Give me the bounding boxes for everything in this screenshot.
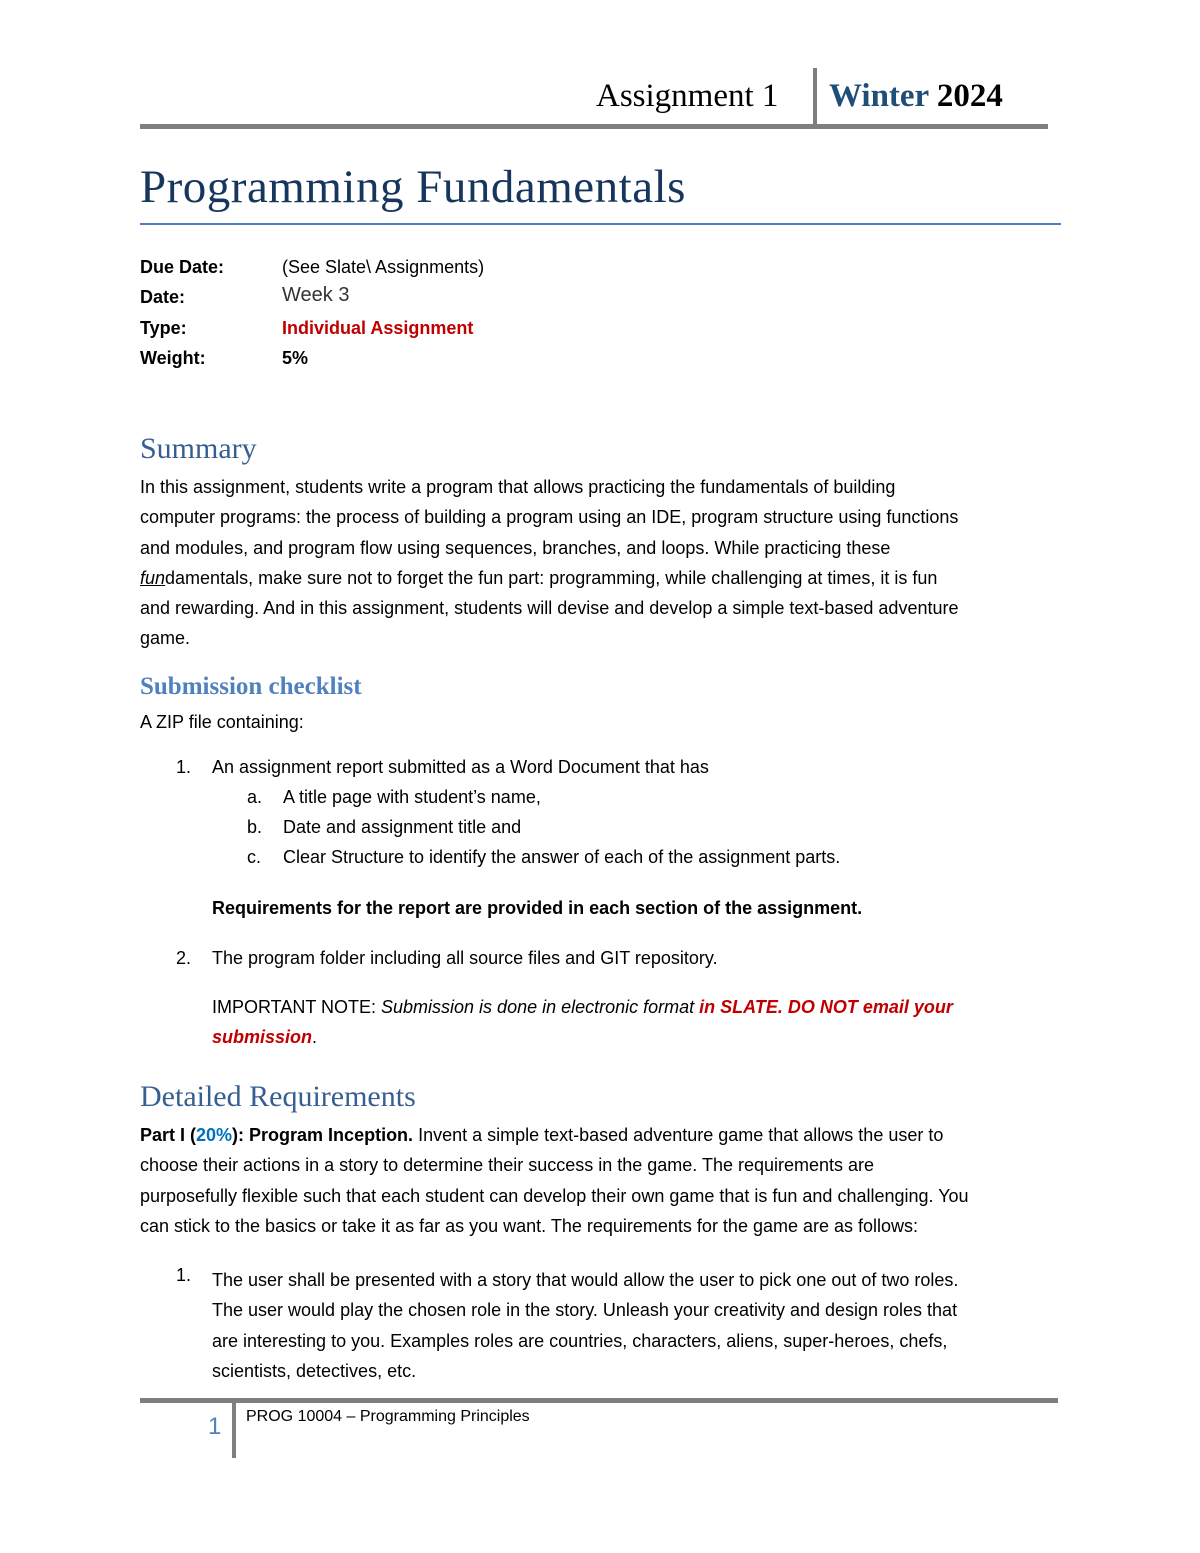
summary-line: and rewarding. And in this assignment, students will devise and develop a simple text-based adventure [140, 598, 959, 619]
meta-date [140, 284, 740, 317]
due-date-label: Due Date: [140, 257, 225, 277]
page-number: 1 [208, 1413, 222, 1440]
part-percent: 20% [196, 1125, 233, 1145]
header-rule [140, 124, 1048, 129]
requirement-item-1: The user shall be presented with a story that would allow the user to pick one out of two roles. The user would play the chosen role in the story. Unleash your creativity and design roles that are interesting to you. Examples roles are countries, characters, aliens, super-heroes, chefs, scientists, detectives, etc. [212, 1270, 959, 1381]
important-red: in SLATE. DO NOT email your [699, 997, 953, 1017]
requirement-item-1-number: 1. [176, 1265, 192, 1285]
header-divider [813, 68, 817, 126]
sub-item-c: Clear Structure to identify the answer of each of the assignment parts. [283, 847, 841, 867]
detailed-paragraph [140, 1120, 1065, 1241]
type-label: Type: [140, 318, 187, 338]
checklist-item-1-number: 1. [176, 757, 192, 777]
date-label: Date: [140, 287, 186, 307]
summary-paragraph [140, 472, 1065, 654]
detailed-line: choose their actions in a story to determine their success in the game. The requirements are [140, 1155, 875, 1176]
fun-emphasis: fun [140, 567, 166, 588]
header-term-year: 2024 [936, 78, 1003, 114]
summary-line: fundamentals, make sure not to forget the fun part: programming, while challenging at times, it is fun [140, 567, 938, 588]
weight-label: Weight: [140, 348, 206, 368]
type-value: Individual Assignment [282, 318, 474, 338]
detailed-line: can stick to the basics or take it as far as you want. The requirements for the game are as follows: [140, 1215, 919, 1236]
summary-line: and modules, and program flow using sequences, branches, and loops. While practicing these [140, 537, 891, 558]
important-note [212, 997, 953, 1018]
summary-line: In this assignment, students write a program that allows practicing the fundamentals of building [140, 477, 896, 497]
requirements-note: Requirements for the report are provided in each section of the assignment. [212, 898, 863, 918]
checklist-item-1: An assignment report submitted as a Word Document that has [212, 757, 709, 777]
footer-divider [232, 1398, 236, 1458]
checklist-item-2-number: 2. [176, 948, 192, 968]
sub-item-b: Date and assignment title and [283, 817, 522, 837]
detailed-line: purposefully flexible such that each student can develop their own game that is fun and challenging. You [140, 1185, 969, 1206]
meta-due-date [140, 257, 740, 287]
summary-line: game. [140, 628, 191, 649]
checklist-item-2: The program folder including all source files and GIT repository. [212, 948, 718, 968]
header-term-word: Winter [829, 78, 929, 114]
detailed-line: Part I (20%): Program Inception. Invent a simple text-based adventure game that allows the user to [140, 1125, 944, 1145]
weight-value: 5% [282, 348, 309, 368]
meta-type [140, 318, 740, 348]
page-title: Programming Fundamentals [140, 161, 686, 213]
sub-item-c-label: c. [247, 847, 262, 867]
meta-weight [140, 348, 740, 378]
sub-item-a: A title page with student’s name, [283, 787, 541, 807]
footer-course: PROG 10004 – Programming Principles [246, 1408, 530, 1425]
footer-rule [140, 1398, 1058, 1403]
detailed-heading: Detailed Requirements [140, 1080, 416, 1113]
important-italic: Submission is done in electronic format [381, 997, 700, 1017]
important-note-cont: submission. [212, 1027, 318, 1047]
date-value: Week 3 [282, 284, 350, 306]
important-red-2: submission [212, 1027, 313, 1047]
sub-item-a-label: a. [247, 787, 263, 807]
sub-item-b-label: b. [247, 817, 263, 837]
checklist-heading: Submission checklist [140, 673, 362, 700]
header-assignment: Assignment 1 [596, 78, 779, 114]
summary-heading: Summary [140, 432, 257, 465]
checklist-intro: A ZIP file containing: [140, 712, 304, 732]
summary-line: computer programs: the process of building a program using an IDE, program structure using functions [140, 507, 959, 528]
header-term [829, 78, 1003, 115]
due-date-value: (See Slate\ Assignments) [282, 257, 485, 277]
title-rule [140, 223, 1061, 225]
important-label: IMPORTANT NOTE: [212, 997, 382, 1017]
